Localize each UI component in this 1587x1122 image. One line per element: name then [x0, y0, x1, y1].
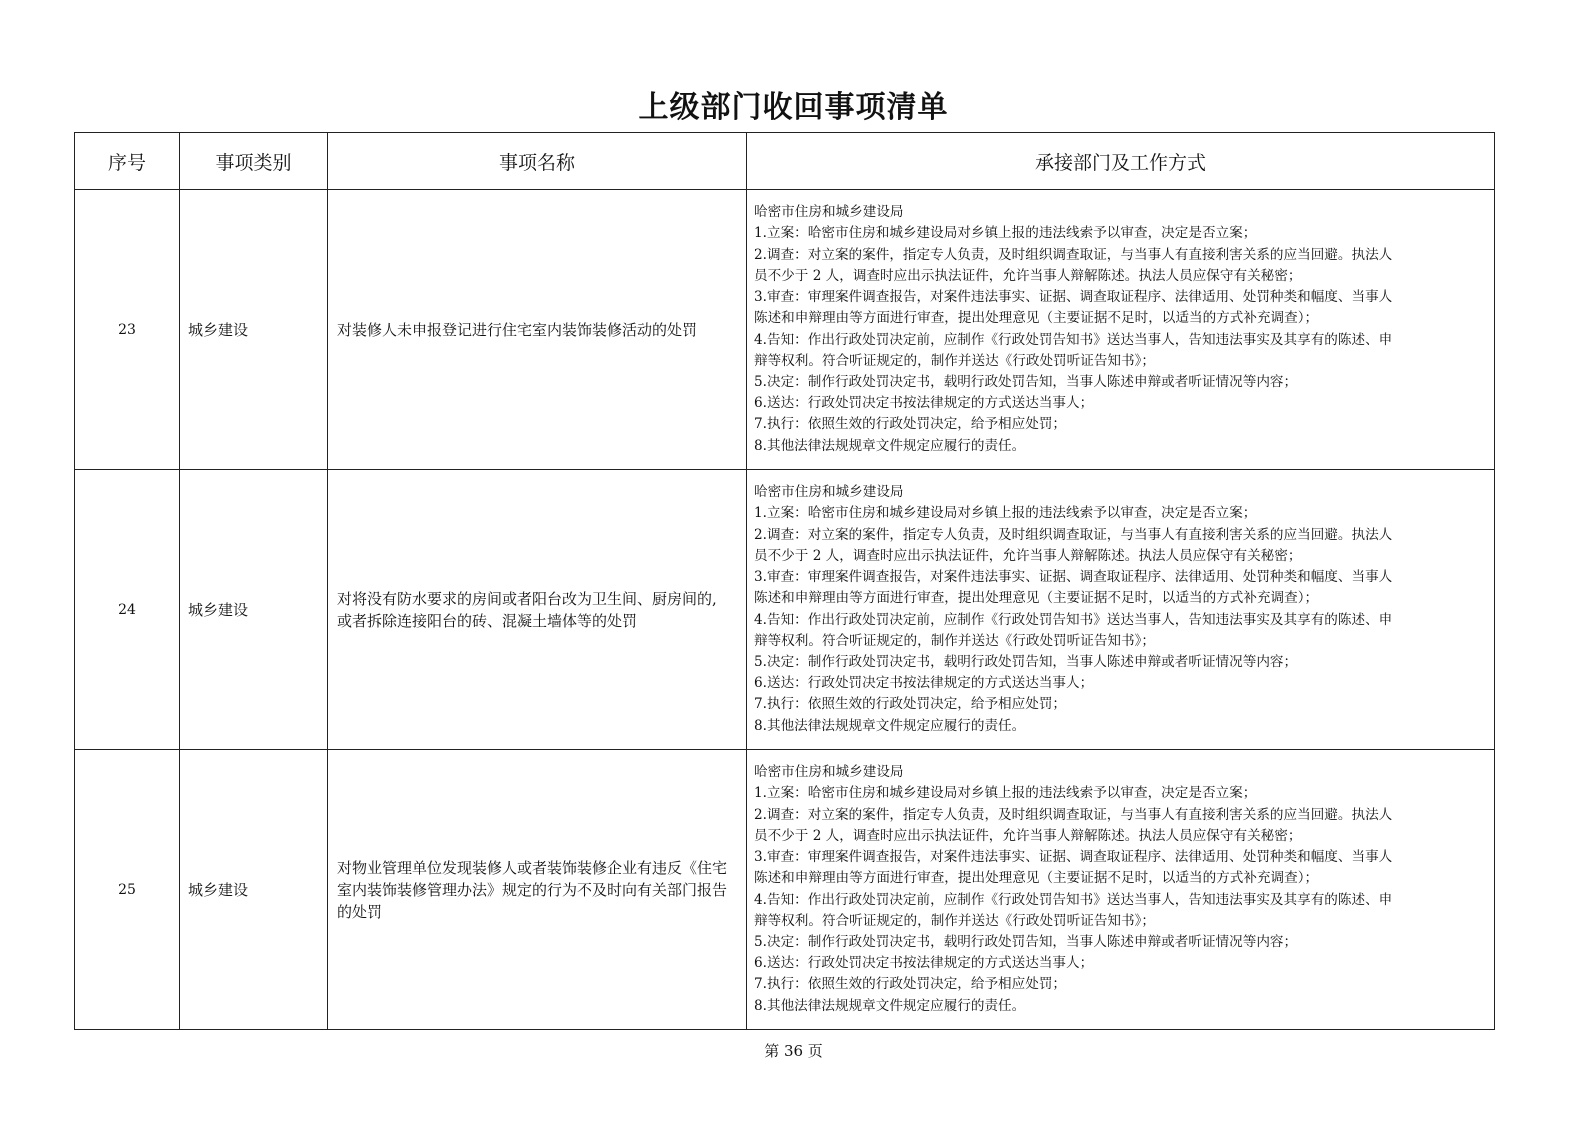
item-name-line: 的处罚: [337, 902, 383, 921]
method-line: 陈述和申辩理由等方面进行审查，提出处理意见（主要证据不足时，以适当的方式补充调查）；: [754, 590, 1319, 607]
method-line: 陈述和申辩理由等方面进行审查，提出处理意见（主要证据不足时，以适当的方式补充调查）；: [754, 870, 1319, 887]
cell-department-method: [747, 470, 1495, 750]
method-line: 5.决定：制作行政处罚决定书，载明行政处罚告知，当事人陈述申辩或者听证情况等内容；: [754, 933, 1298, 950]
table-row: [75, 750, 1495, 1030]
method-line: 3.审查：审理案件调查报告，对案件违法事实、证据、调查取证程序、法律适用、处罚种类和幅度、当事人: [754, 849, 1393, 866]
method-line: 1.立案：哈密市住房和城乡建设局对乡镇上报的违法线索予以审查，决定是否立案；: [754, 785, 1257, 802]
method-line: 2.调查：对立案的案件，指定专人负责，及时组织调查取证，与当事人有直接利害关系的应当回避。执法人: [754, 806, 1393, 823]
item-list-table: [74, 132, 1495, 1030]
header-seq: 序号: [75, 133, 180, 190]
method-line: 5.决定：制作行政处罚决定书，载明行政处罚告知，当事人陈述申辩或者听证情况等内容；: [754, 373, 1298, 390]
method-line: 4.告知：作出行政处罚决定前，应制作《行政处罚告知书》送达当事人，告知违法事实及其享有的陈述、申: [754, 611, 1393, 628]
item-name-line: 室内装饰装修管理办法》规定的行为不及时向有关部门报告: [337, 880, 728, 899]
cell-department-method: [747, 190, 1495, 470]
method-line: 3.审查：审理案件调查报告，对案件违法事实、证据、调查取证程序、法律适用、处罚种类和幅度、当事人: [754, 569, 1393, 586]
cell-seq: 23: [75, 190, 180, 470]
method-line: 7.执行：依照生效的行政处罚决定，给予相应处罚；: [754, 976, 1067, 993]
method-line: 2.调查：对立案的案件，指定专人负责，及时组织调查取证，与当事人有直接利害关系的应当回避。执法人: [754, 526, 1393, 543]
page-title: 上级部门收回事项清单: [638, 90, 949, 125]
cell-item-name: [328, 190, 747, 470]
table-row: [75, 470, 1495, 750]
method-line: 4.告知：作出行政处罚决定前，应制作《行政处罚告知书》送达当事人，告知违法事实及其享有的陈述、申: [754, 891, 1393, 908]
method-line: 8.其他法律法规规章文件规定应履行的责任。: [754, 997, 1026, 1014]
table-header-row: [75, 133, 1495, 190]
method-line: 6.送达：行政处罚决定书按法律规定的方式送达当事人；: [754, 675, 1094, 692]
table-row: [75, 190, 1495, 470]
page-number: 第 36 页: [764, 1042, 823, 1060]
method-line: 辩等权利。符合听证规定的，制作并送达《行政处罚听证告知书》；: [754, 632, 1156, 649]
method-line: 辩等权利。符合听证规定的，制作并送达《行政处罚听证告知书》；: [754, 912, 1156, 929]
header-category: 事项类别: [180, 133, 328, 190]
item-name-line: 对将没有防水要求的房间或者阳台改为卫生间、厨房间的,: [337, 589, 717, 608]
cell-item-name: [328, 750, 747, 1030]
header-department-method: 承接部门及工作方式: [747, 133, 1495, 190]
method-line: 陈述和申辩理由等方面进行审查，提出处理意见（主要证据不足时，以适当的方式补充调查）；: [754, 310, 1319, 327]
method-line: 6.送达：行政处罚决定书按法律规定的方式送达当事人；: [754, 955, 1094, 972]
method-line: 7.执行：依照生效的行政处罚决定，给予相应处罚；: [754, 416, 1067, 433]
method-line: 8.其他法律法规规章文件规定应履行的责任。: [754, 717, 1026, 734]
method-line: 7.执行：依照生效的行政处罚决定，给予相应处罚；: [754, 696, 1067, 713]
method-line: 3.审查：审理案件调查报告，对案件违法事实、证据、调查取证程序、法律适用、处罚种类和幅度、当事人: [754, 289, 1393, 306]
method-line: 6.送达：行政处罚决定书按法律规定的方式送达当事人；: [754, 395, 1094, 412]
method-line: 5.决定：制作行政处罚决定书，载明行政处罚告知，当事人陈述申辩或者听证情况等内容；: [754, 653, 1298, 670]
method-line: 1.立案：哈密市住房和城乡建设局对乡镇上报的违法线索予以审查，决定是否立案；: [754, 505, 1257, 522]
method-line: 员不少于 2 人，调查时应出示执法证件，允许当事人辩解陈述。执法人员应保守有关秘密；: [754, 267, 1302, 284]
method-line: 4.告知：作出行政处罚决定前，应制作《行政处罚告知书》送达当事人，告知违法事实及其享有的陈述、申: [754, 331, 1393, 348]
method-line: 员不少于 2 人，调查时应出示执法证件，允许当事人辩解陈述。执法人员应保守有关秘密；: [754, 827, 1302, 844]
method-line: 8.其他法律法规规章文件规定应履行的责任。: [754, 437, 1026, 454]
item-name-line: 或者拆除连接阳台的砖、混凝土墙体等的处罚: [337, 611, 638, 630]
cell-seq: 24: [75, 470, 180, 750]
cell-seq: 25: [75, 750, 180, 1030]
cell-department-method: [747, 750, 1495, 1030]
method-line: 2.调查：对立案的案件，指定专人负责，及时组织调查取证，与当事人有直接利害关系的应当回避。执法人: [754, 246, 1393, 263]
cell-category: 城乡建设: [180, 190, 328, 470]
header-item-name: 事项名称: [328, 133, 747, 190]
method-line: 辩等权利。符合听证规定的，制作并送达《行政处罚听证告知书》；: [754, 352, 1156, 369]
method-line: 员不少于 2 人，调查时应出示执法证件，允许当事人辩解陈述。执法人员应保守有关秘密；: [754, 547, 1302, 564]
item-name-line: 对装修人未申报登记进行住宅室内装饰装修活动的处罚: [337, 320, 698, 339]
cell-category: 城乡建设: [180, 750, 328, 1030]
method-line: 哈密市住房和城乡建设局: [754, 484, 904, 501]
cell-category: 城乡建设: [180, 470, 328, 750]
method-line: 1.立案：哈密市住房和城乡建设局对乡镇上报的违法线索予以审查，决定是否立案；: [754, 225, 1257, 242]
method-line: 哈密市住房和城乡建设局: [754, 764, 904, 781]
cell-item-name: [328, 470, 747, 750]
method-line: 哈密市住房和城乡建设局: [754, 204, 904, 221]
item-name-line: 对物业管理单位发现装修人或者装饰装修企业有违反《住宅: [337, 858, 728, 877]
